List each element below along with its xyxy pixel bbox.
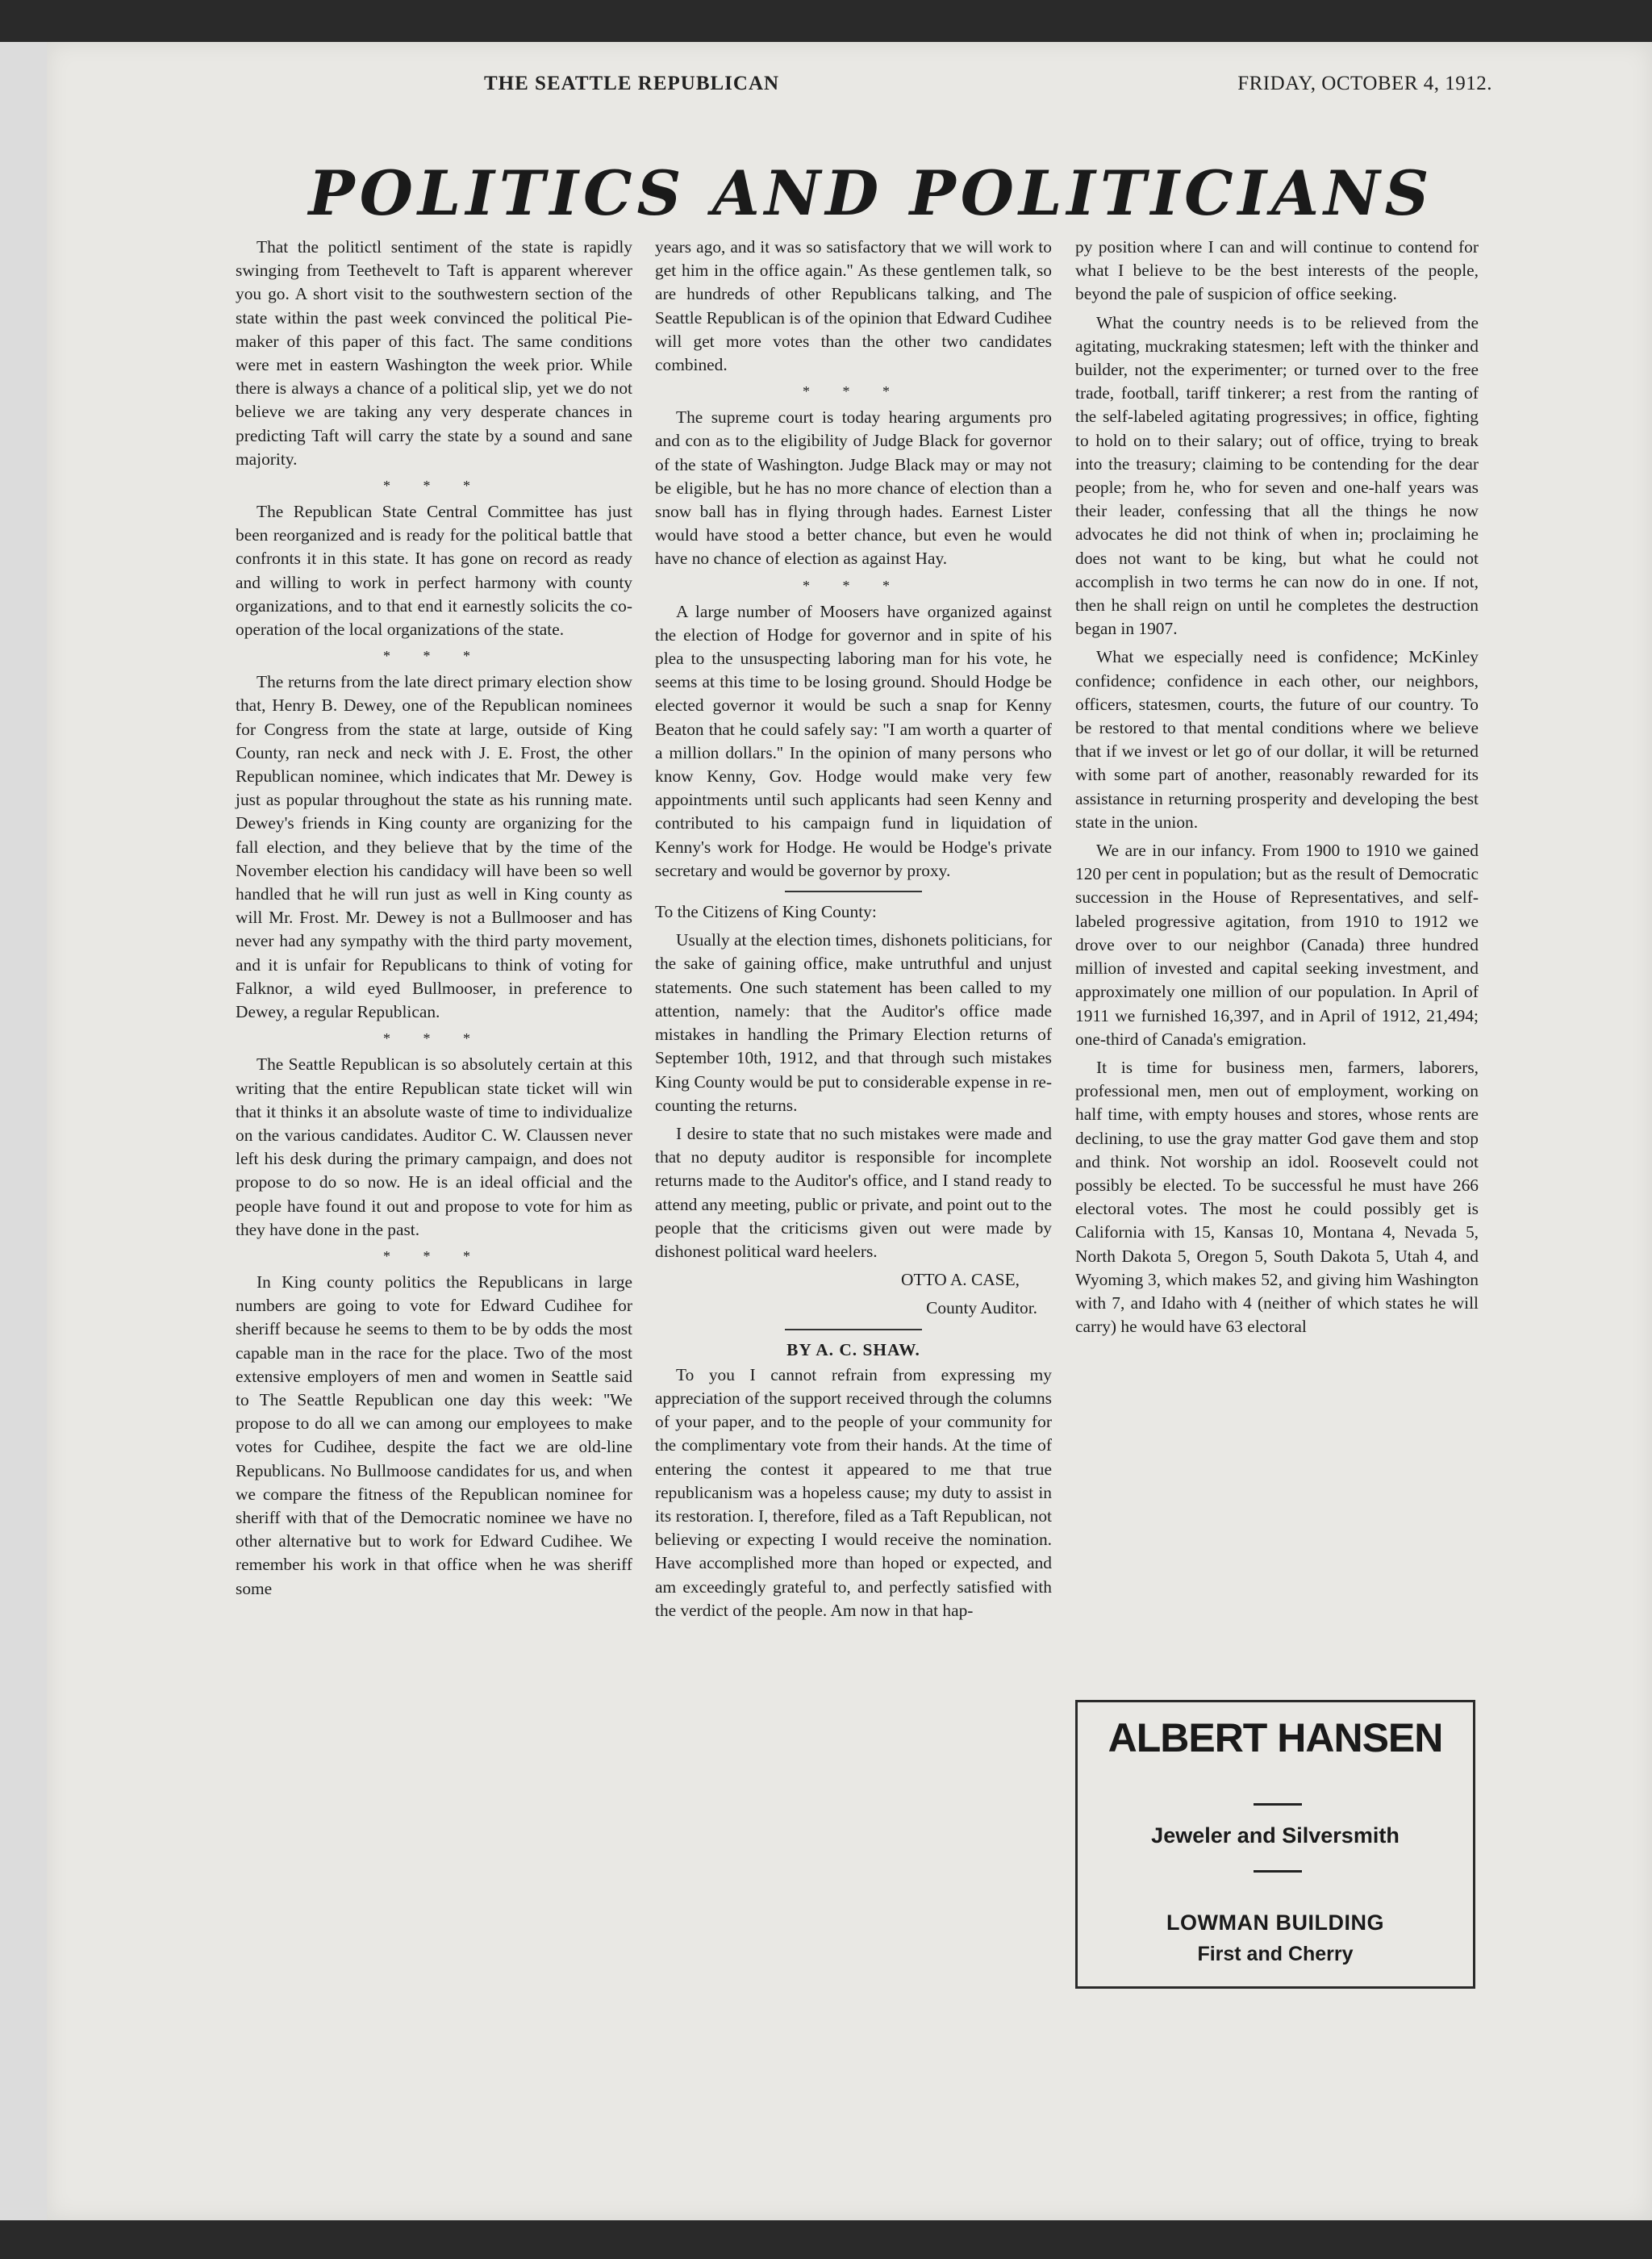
- article-paragraph: It is time for business men, farmers, laborers, professional men, men out of employment, working on half time, with empty houses and stores, whose rents are declining, to use the gray matter God gave them and stop and think. Not worship an idol. Roosevelt could not possibly be elected. To be successful he must have 266 electoral votes. The most he could possibly get is California with 15, Kansas 10, Montana 4, Nevada 5, North Dakota 5, Oregon 5, South Dakota 5, Utah 4, and Wyoming 3, which makes 52, and giving him Washington with 7, and Idaho with 4 (neither of which states he will carry) he would have 63 electoral: [1075, 1057, 1479, 1337]
- article-paragraph: What we especially need is confidence; McKinley confidence; confidence in each other, our neighbors, officers, statesmen, courts, the future of our country. To be restored to that mental conditions where we believe that if we invest or let go of our dollar, it will be returned with some part of another, reasonably rewarded for its assistance in returning prosperity and developing the best state in the union.: [1075, 647, 1479, 832]
- section-separator: * * *: [383, 648, 485, 665]
- letter-paragraph: Usually at the election times, dishonets politicians, for the sake of gaining office, make untruthful and unjust statements. One such statement has been called to my attention, namely: that the Auditor's office made mistakes in handling the Primary Election returns of September 10th, 1912, and that through such mistakes King County would be put to considerable expense in re-counting the returns.: [655, 930, 1052, 1115]
- page-headline: POLITICS AND POLITICIANS: [308, 157, 1434, 229]
- article-paragraph: The returns from the late direct primary election show that, Henry B. Dewey, one of the Republican nominees for Congress from the state at large, outside of King County, ran neck and neck with J. E. Frost, the other Republican nominee, which indicates that Mr. Dewey is just as popular throughout the state as his running mate. Dewey's friends in King county are organizing for the fall election, and they believe that by the time of the November election his candidacy will have been so well handled that he will run just as well in King county as will Mr. Frost. Mr. Dewey is not a Bullmooser and has never had any sympathy with the third party movement, and it is unfair for Republicans to think of voting for Falknor, a wild eyed Bullmooser, in preference to Dewey, a regular Republican.: [236, 672, 632, 1022]
- letter-paragraph: I desire to state that no such mistakes were made and that no deputy auditor is responsible for incomplete returns made to the Auditor's office, and I stand ready to attend any meeting, public or private, and point out to the people that the criticisms given out were made by dishonest political ward heelers.: [655, 1123, 1052, 1261]
- article-paragraph: What the country needs is to be relieved from the agitating, muckraking statesmen; left with the thinker and builder, not the experimenter; or turned over to the free trade, football, tariff tinkerer; a rest from the ranting of the self-labeled agitating progressives; in office, fighting to hold on to their salary; out of office, trying to break into the treasury; claiming to be contending for the dear people; from he, who for seven and one-half years was their leader, confessing that all the things he now advocates he did not think of when in; proclaiming he does not want to be king, but what he could not accomplish in two terms he can now do in one. If not, then he shall reign on until he completes the destruction began in 1907.: [1075, 312, 1479, 639]
- divider-rule: [785, 891, 922, 892]
- article-paragraph: years ago, and it was so satisfactory that we will work to get him in the office again.'' As these gentlemen talk, so are hundreds of other Republicans talking, and The Seattle Republican is of the opinion that Edward Cudihee will get more votes than the other two candidates combined.: [655, 237, 1052, 375]
- signature-name: OTTO A. CASE,: [901, 1270, 1020, 1290]
- section-separator: * * *: [803, 383, 904, 400]
- scan-border-bottom: [0, 2220, 1652, 2259]
- paper-name: THE SEATTLE REPUBLICAN: [484, 73, 780, 94]
- issue-date: FRIDAY, OCTOBER 4, 1912.: [1237, 73, 1492, 94]
- scan-border-top: [0, 0, 1652, 42]
- column-2: [655, 236, 1052, 1627]
- article-paragraph: We are in our infancy. From 1900 to 1910 we gained 120 per cent in population; but as the result of Democratic succession in the House of Representatives, and self-labeled progressive agitation, from 1910 to 1912 we drove over to our neighbor (Canada) three hundred million of invested and capital seeking investment, and approximately one million of our population. In April of 1911 we furnished 16,397, and in April of 1912, 21,494; one-third of Canada's emigration.: [1075, 841, 1479, 1049]
- advertiser-name: ALBERT HANSEN: [1108, 1715, 1443, 1760]
- ad-divider: [1254, 1803, 1302, 1806]
- running-head: [484, 73, 1492, 105]
- column-3: [1075, 236, 1479, 1343]
- section-separator: * * *: [383, 1030, 485, 1047]
- article-paragraph: py position where I can and will continue to contend for what I believe to be the best interests of the people, beyond the pale of suspicion of office seeking.: [1075, 237, 1479, 304]
- article-paragraph: In King county politics the Republicans in large numbers are going to vote for Edward Cudihee for sheriff because he seems to them to be by odds the most capable man in the race for the place. Two of the most extensive employers of men and women in Seattle said to The Seattle Republican one day this week: ''We propose to do all we can among our employees to make votes for Cudihee, despite the fact we are old-line Republicans. No Bullmoose candidates for us, and when we compare the fitness of the Republican nominee for sheriff with that of the Democratic nominee we have no other alternative but to work for Edward Cudihee. We remember his work in that office when he was sheriff some: [236, 1271, 632, 1598]
- advertiser-trade: Jeweler and Silversmith: [1151, 1823, 1400, 1848]
- section-separator: * * *: [803, 577, 904, 594]
- article-paragraph: The Republican State Central Committee has just been reorganized and is ready for the political battle that confronts it in this state. It has gone on record as ready and willing to work in perfect harmony with county organizations, and to that end it earnestly solicits the co-operation of the local organizations of the state.: [236, 502, 632, 640]
- letter-salutation: To the Citizens of King County:: [655, 902, 877, 922]
- advertisement-box: [1075, 1700, 1475, 1989]
- section-separator: * * *: [383, 478, 485, 495]
- section-separator: * * *: [383, 1247, 485, 1264]
- scan-border-left: [0, 42, 47, 2220]
- divider-rule: [785, 1329, 922, 1330]
- advertiser-building: LOWMAN BUILDING: [1166, 1910, 1384, 1935]
- article-paragraph: The Seattle Republican is so absolutely certain at this writing that the entire Republican state ticket will win that it thinks it an absolute waste of time to individualize on the various candidates. Auditor C. W. Claussen never left his desk during the primary campaign, and does not propose to do so now. He is an ideal official and the people have found it out and propose to vote for him as they have done in the past.: [236, 1054, 632, 1239]
- advertiser-address: First and Cherry: [1197, 1943, 1354, 1965]
- signature-title: County Auditor.: [926, 1298, 1037, 1318]
- column-1: [236, 236, 632, 1606]
- article-paragraph: To you I cannot refrain from expressing my appreciation of the support received through the columns of your paper, and to the people of your community for the complimentary vote from their hands. At the time of entering the contest it appeared to me that true republicanism was a hopeless cause; my duty to assist in its restoration. I, therefore, filed as a Taft Republican, not believing or expecting I would receive the nomination. Have accomplished more than hoped or expected, and am exceedingly grateful to, and perfectly satisfied with the verdict of the people. Am now in that hap-: [655, 1364, 1052, 1620]
- article-byline: BY A. C. SHAW.: [786, 1339, 920, 1359]
- article-paragraph: The supreme court is today hearing arguments pro and con as to the eligibility of Judge Black for governor of the state of Washington. Judge Black may or may not be eligible, but he has no more chance of election than a snow ball has in flying through hades. Earnest Lister would have stood a better chance, but even he would have no chance of election as against Hay.: [655, 407, 1052, 569]
- article-paragraph: A large number of Moosers have organized against the election of Hodge for governor and in spite of his plea to the unsuspecting laboring man for his vote, he seems at this time to be losing ground. Should Hodge be elected governor it would be such a snap for Kenny Beaton that he could safely say: ''I am worth a quarter of a million dollars.'' In the opinion of many persons who know Kenny, Gov. Hodge would make very few appointments until such applicants had seen Kenny and contributed to his campaign fund in liquidation of Kenny's work for Hodge. He would be Hodge's private secretary and would be governor by proxy.: [655, 601, 1052, 880]
- article-paragraph: That the politictl sentiment of the state is rapidly swinging from Teethevelt to Taft is apparent wherever you go. A short visit to the southwestern section of the state within the past week convinced the political Pie-maker of this paper of this fact. The same conditions were met in eastern Washington the week prior. While there is always a chance of a political slip, yet we do not believe we are taking any very desperate chances in predicting Taft will carry the state by a sound and sane majority.: [236, 237, 632, 469]
- ad-divider: [1254, 1870, 1302, 1873]
